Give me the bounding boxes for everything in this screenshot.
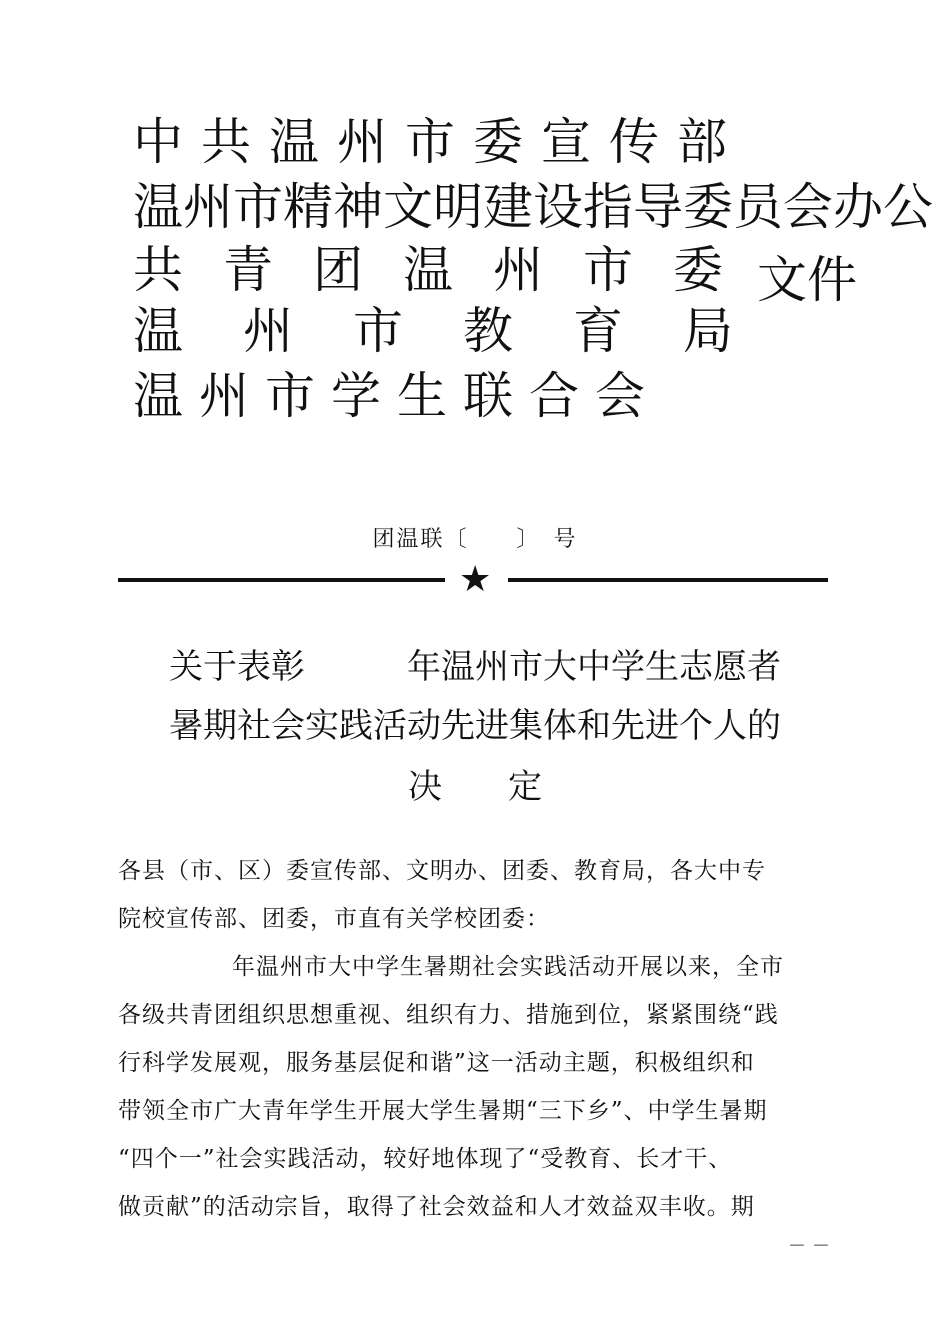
separator-rule-left [118, 578, 445, 582]
issuer-line-1: 中共温州市委宣传部 [133, 113, 745, 171]
title-line-1: 关于表彰 年温州市大中学生志愿者 [169, 647, 781, 687]
body-line: 院校宣传部、团委，市直有关学校团委： [118, 906, 550, 932]
document-number: 团温联〔 〕 号 [372, 527, 578, 552]
page-number-mark: －－ [788, 1236, 836, 1257]
body-line: 行科学发展观，服务基层促和谐”这一活动主题，积极组织和 [118, 1050, 755, 1076]
title-line-2: 暑期社会实践活动先进集体和先进个人的 [169, 706, 781, 746]
title-line-3: 决定 [408, 767, 608, 807]
issuer-line-2: 温州市精神文明建设指导委员会办公 [133, 178, 933, 236]
body-line: 各级共青团组织思想重视、组织有力、措施到位，紧紧围绕“践 [118, 1002, 779, 1028]
issuer-line-4: 温州市教育局 [133, 302, 793, 360]
star-icon: ★ [459, 559, 492, 600]
body-line: 做贡献”的活动宗旨，取得了社会效益和人才效益双丰收。期 [118, 1194, 755, 1220]
body-line: 年温州市大中学生暑期社会实践活动开展以来，全市 [232, 954, 784, 980]
separator-rule-right [508, 578, 828, 582]
issuer-line-5: 温州市学生联合会 [133, 367, 661, 425]
file-word: 文件 [757, 251, 857, 309]
body-line: 各县（市、区）委宣传部、文明办、团委、教育局，各大中专 [118, 858, 766, 884]
issuer-line-3: 共青团温州市委 [133, 241, 763, 299]
body-line: “四个一”社会实践活动，较好地体现了“受教育、长才干、 [118, 1146, 733, 1172]
body-line: 带领全市广大青年学生开展大学生暑期“三下乡”、中学生暑期 [118, 1098, 768, 1124]
